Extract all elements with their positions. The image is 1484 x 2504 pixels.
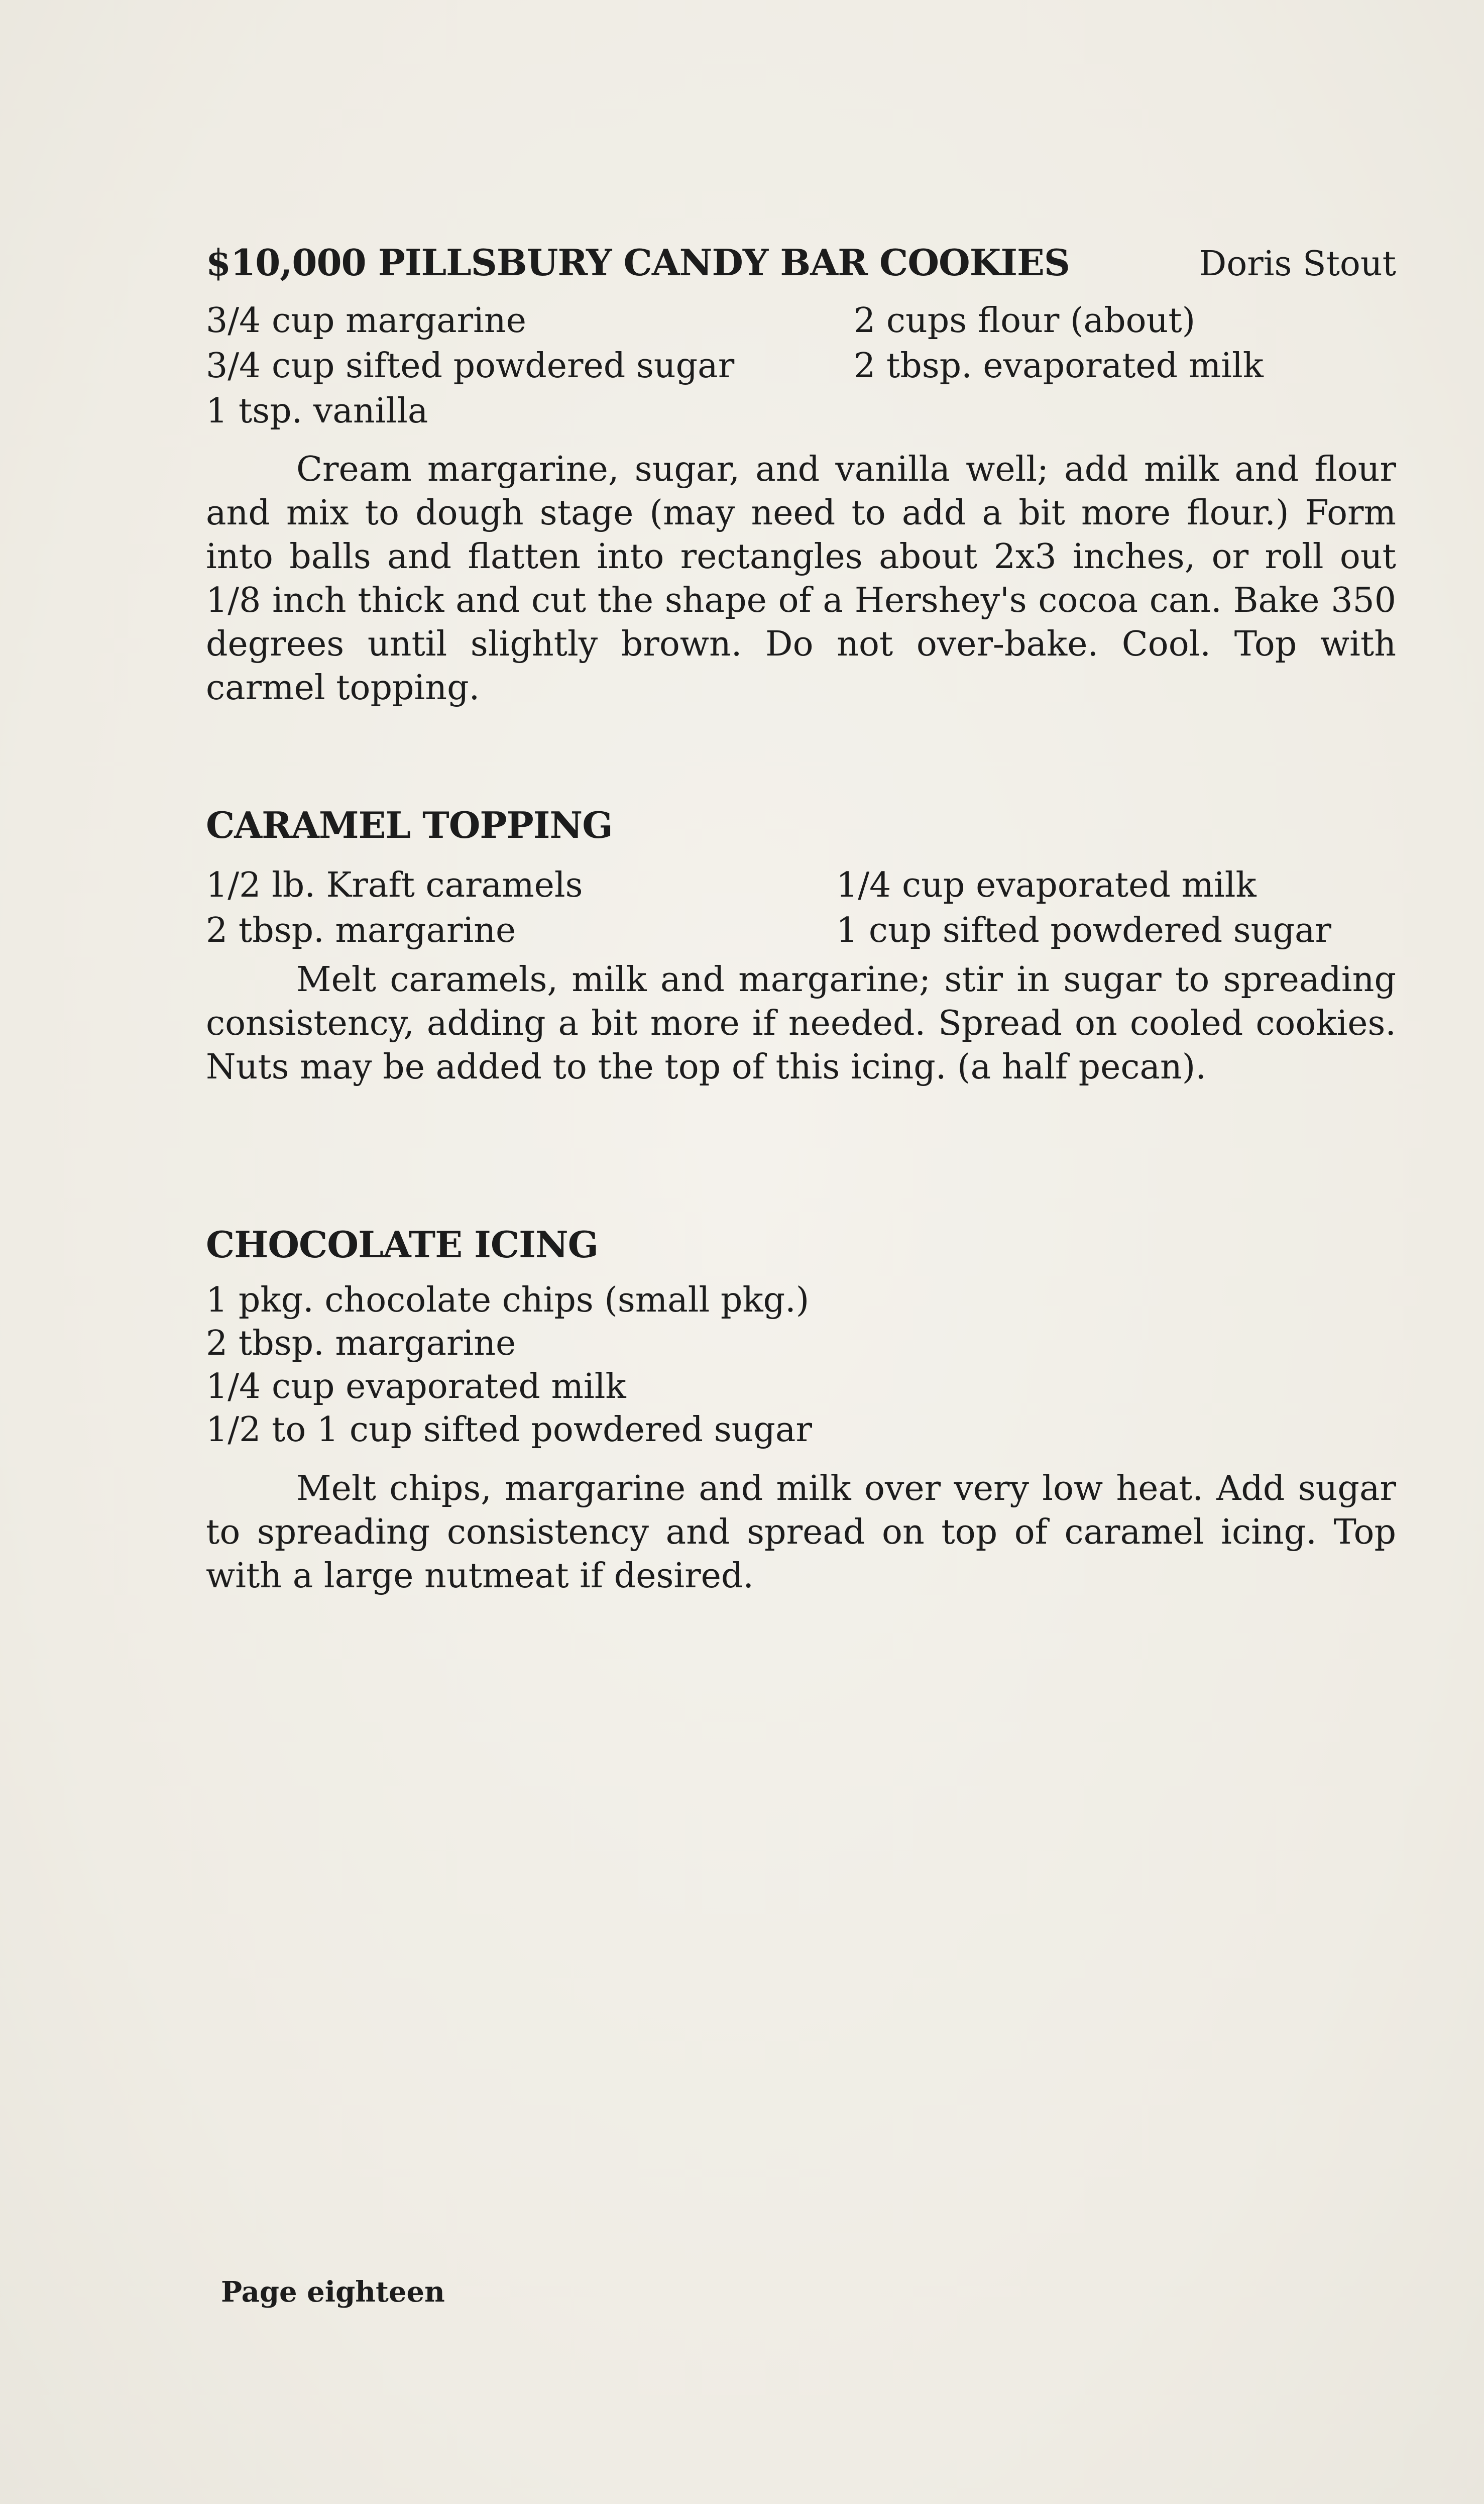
recipe-title-row [206, 241, 1396, 284]
ingredient-item: 1/2 lb. Kraft caramels [206, 865, 583, 905]
recipe-caramel-topping [206, 804, 1396, 1089]
recipe-title: CHOCOLATE ICING [206, 1223, 599, 1266]
ingredient-item: 1 tsp. vanilla [206, 391, 428, 431]
ingredient-item: 1/2 to 1 cup sifted powdered sugar [206, 1410, 812, 1450]
recipe-directions: Melt chips, margarine and milk over very low heat. Add sugar to spreading consistency and spread on top of caramel icing. Top with a large nutmeat if desired. [206, 1469, 1396, 1596]
ingredient-item: 2 tbsp. margarine [206, 1324, 516, 1363]
ingredient-item: 2 tbsp. evaporated milk [854, 346, 1264, 386]
recipe-candy-bar-cookies [206, 241, 1396, 710]
recipe-directions: Cream margarine, sugar, and vanilla well; add milk and flour and mix to dough stage (may need to add a bit more flour.) Form into balls and flatten into rectangles about 2x3 inches, or roll out 1/8 inch thick and cut the shape of a Hershey's cocoa can. Bake 350 degrees until slightly brown. Do not over-bake. Cool. Top with carmel topping. [206, 450, 1396, 708]
ingredient-item: 3/4 cup sifted powdered sugar [206, 346, 735, 386]
recipe-title: $10,000 PILLSBURY CANDY BAR COOKIES [206, 241, 1070, 284]
recipe-chocolate-icing [206, 1223, 1396, 1598]
recipe-title: CARAMEL TOPPING [206, 804, 613, 846]
ingredient-item: 2 tbsp. margarine [206, 911, 516, 950]
ingredient-item: 1 cup sifted powdered sugar [836, 911, 1332, 950]
recipe-author: Doris Stout [1199, 244, 1396, 284]
recipe-directions: Melt caramels, milk and margarine; stir in sugar to spreading consistency, adding a bit more if needed. Spread on cooled cookies. Nuts may be added to the top of this icing. (a half pecan). [206, 960, 1396, 1087]
ingredient-item: 1 pkg. chocolate chips (small pkg.) [206, 1280, 810, 1320]
ingredient-item: 1/4 cup evaporated milk [836, 865, 1257, 905]
page-number: Page eighteen [221, 2275, 445, 2309]
ingredient-item: 2 cups flour (about) [854, 301, 1196, 341]
ingredient-list [206, 1279, 1396, 1452]
ingredient-item: 3/4 cup margarine [206, 301, 526, 341]
ingredient-item: 1/4 cup evaporated milk [206, 1367, 626, 1406]
ingredient-list [206, 299, 1396, 433]
ingredient-list [206, 863, 1396, 953]
